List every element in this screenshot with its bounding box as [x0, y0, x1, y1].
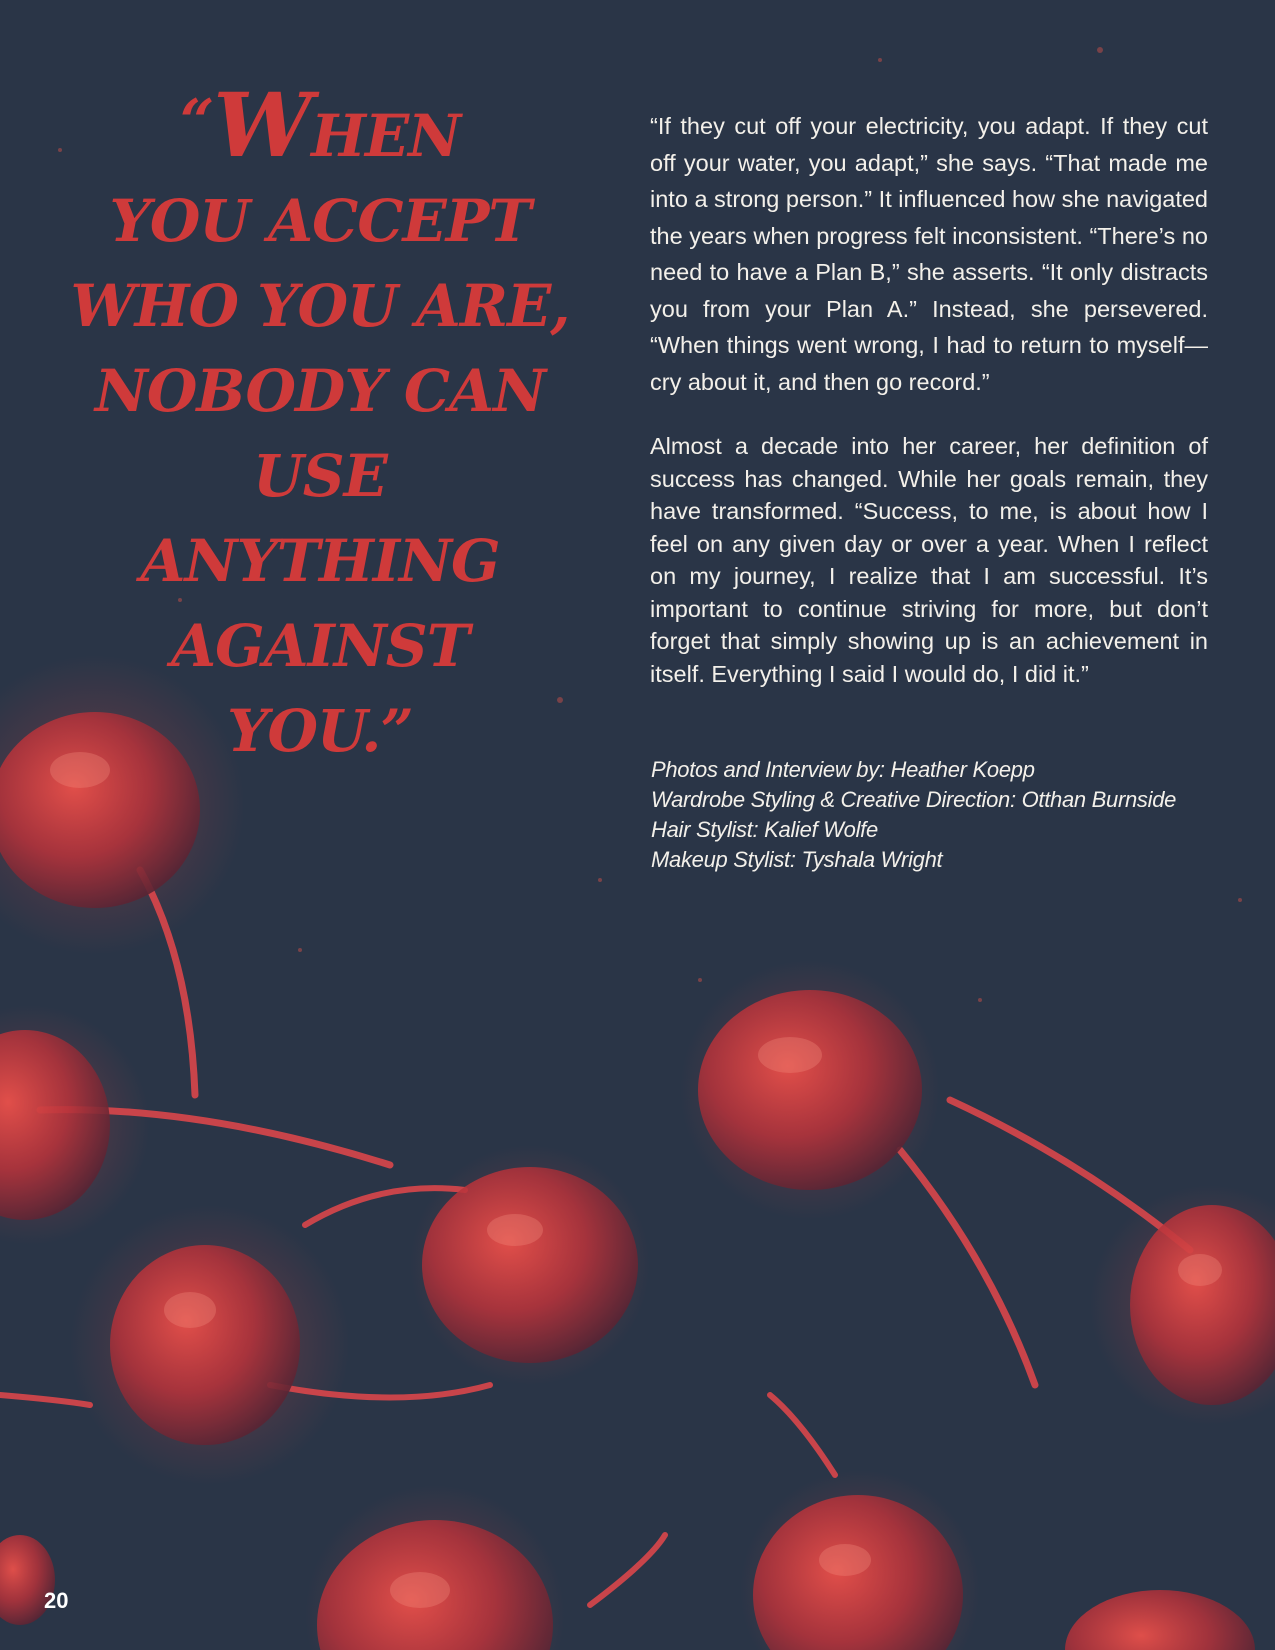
pull-quote-open-mark: “: [179, 87, 214, 157]
pull-quote: [70, 73, 570, 774]
credit-line: Photos and Interview by: Heather Koepp: [651, 757, 1035, 782]
pull-quote-line: NOBODY CAN: [94, 357, 546, 425]
pull-quote-first-word: HEN: [311, 102, 461, 170]
article-paragraph: “If they cut off your electricity, you adapt. If they cut off your water, you adapt,” she says. “That made me into a strong person.” It influenced how she navigated the years when progress felt inconsistent. “There’s no need to have a Plan B,” she asserts. “It only distracts you from your Plan A.” Instead, she persevered. “When things went wrong, I had to return to myself—cry about it, and then go record.”: [650, 113, 1208, 395]
pull-quote-line: WHO YOU ARE,: [70, 272, 570, 340]
pull-quote-first-line: [70, 73, 570, 179]
pull-quote-line: YOU ACCEPT: [109, 187, 531, 255]
pull-quote-line: AGAINST YOU.”: [171, 612, 469, 765]
page-number: 20: [44, 1588, 69, 1613]
credit-line: Hair Stylist: Kalief Wolfe: [651, 817, 878, 842]
credit-line: Makeup Stylist: Tyshala Wright: [651, 847, 943, 872]
photo-credits: [651, 755, 1211, 875]
pull-quote-line: USE ANYTHING: [140, 442, 500, 595]
article-paragraph: Almost a decade into her career, her definition of success has changed. While her goals remain, they have transformed. “Success, to me, is about how I feel on any given day or over a year. When I reflect on my journey, I realize that I am successful. It’s important to continue striving for more, but don’t forget that simply showing up is an achievement in itself. Everything I said I would do, I did it.”: [650, 433, 1208, 687]
article-body: [650, 108, 1208, 720]
pull-quote-drop-letter: W: [213, 73, 312, 177]
credit-line: Wardrobe Styling & Creative Direction: Otthan Burnside: [651, 787, 1177, 812]
